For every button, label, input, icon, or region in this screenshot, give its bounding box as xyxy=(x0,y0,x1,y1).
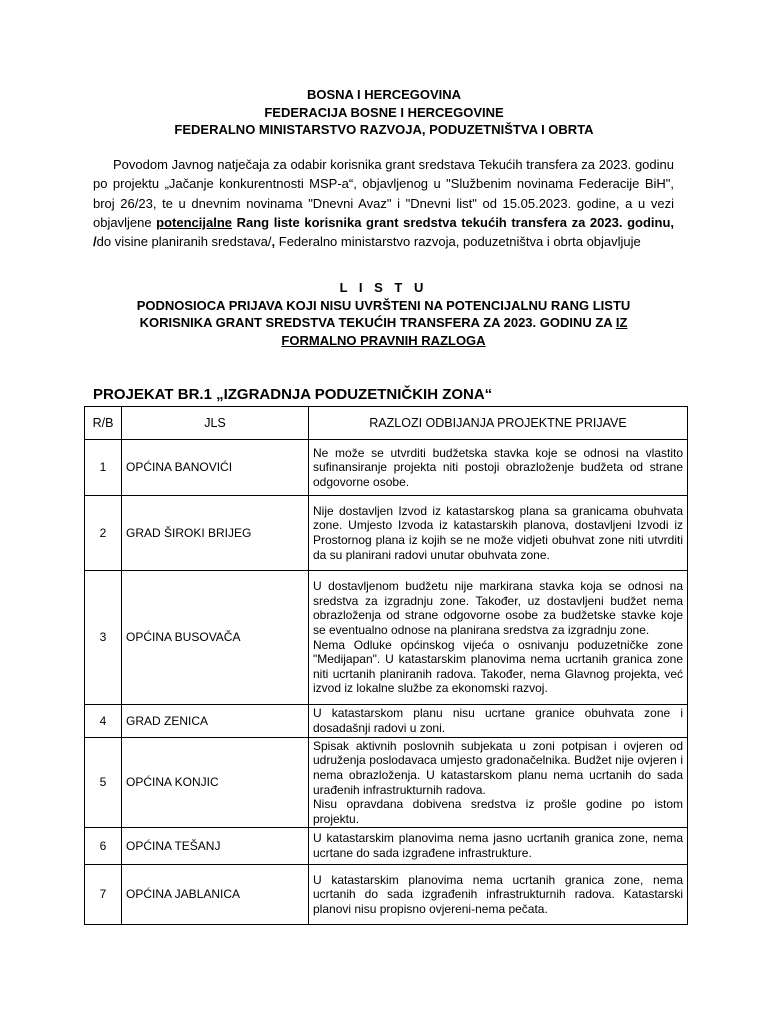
reason-text: U katastarskim planovima nema ucrtanih granica zone, nema ucrtanih do sada izgrađenih infrastrukturnih radova. Katastarski planovi nisu propisno ovjereni-nema pečata. xyxy=(313,872,683,916)
list-title-line-3: FORMALNO PRAVNIH RAZLOGA xyxy=(281,332,486,348)
table-row xyxy=(85,440,688,496)
list-title-line-2 xyxy=(93,314,674,332)
table-row xyxy=(85,496,688,571)
row-reason xyxy=(309,865,688,925)
row-number: 5 xyxy=(85,738,122,828)
row-number: 3 xyxy=(85,571,122,705)
row-number: 6 xyxy=(85,828,122,865)
header-line-federation: FEDERACIJA BOSNE I HERCEGOVINE xyxy=(264,104,504,120)
row-reason xyxy=(309,571,688,705)
document-header xyxy=(0,86,768,139)
row-municipality: OPĆINA KONJIC xyxy=(122,738,309,828)
row-number: 2 xyxy=(85,496,122,571)
reason-text: U katastarskim planovima nema jasno ucrtanih granica zone, nema ucrtane do sada izgrađene infrastrukture. xyxy=(313,831,683,860)
table-row xyxy=(85,865,688,925)
table-row xyxy=(85,571,688,705)
list-title-word: L I S T U xyxy=(339,280,428,295)
list-title-line-2-underlined: IZ xyxy=(615,315,628,330)
row-number: 7 xyxy=(85,865,122,925)
column-header-rb: R/B xyxy=(85,407,122,440)
row-reason xyxy=(309,738,688,828)
table-header-row xyxy=(85,407,688,440)
list-title xyxy=(93,279,674,349)
intro-paragraph xyxy=(93,155,674,251)
table-row xyxy=(85,705,688,738)
list-title-line-2-text: KORISNIKA GRANT SREDSTVA TEKUĆIH TRANSFERA ZA 2023. GODINU ZA xyxy=(139,315,616,330)
table-row xyxy=(85,738,688,828)
intro-text-2: do visine planiranih sredstava/ xyxy=(96,234,272,250)
project-title: PROJEKAT BR.1 „IZGRADNJA PODUZETNIČKIH ZONA“ xyxy=(93,386,493,403)
row-reason xyxy=(309,496,688,571)
reason-text-2: Nisu opravdana dobivena sredstva iz prošle godine po istom projektu. xyxy=(313,797,683,826)
reason-text: U dostavljenom budžetu nije markirana stavka koja se odnosi na sredstva za izgradnju zone. Također, uz dostavljeni budžet nema obrazloženja od strane odgovorne osobe za budžetske stavke koje se eventualno odnose na planirana sredstva za izgradnju zone. xyxy=(313,579,683,637)
table-row xyxy=(85,828,688,865)
reason-text: U katastarskom planu nisu ucrtane granice obuhvata zone i dosadašnji radovi u zoni. xyxy=(313,706,683,735)
header-line-ministry: FEDERALNO MINISTARSTVO RAZVOJA, PODUZETNIŠTVA I OBRTA xyxy=(174,122,594,137)
list-title-line-1: PODNOSIOCA PRIJAVA KOJI NISU UVRŠTENI NA POTENCIJALNU RANG LISTU xyxy=(136,297,631,313)
row-municipality: OPĆINA JABLANICA xyxy=(122,865,309,925)
reason-text: Ne može se utvrditi budžetska stavka koje se odnosi na vlastito sufinansiranje projekta niti postoji obrazloženje budžeta od strane odgovorne osobe. xyxy=(313,445,683,489)
row-municipality: OPĆINA TEŠANJ xyxy=(122,828,309,865)
intro-bold-underline: potencijalne xyxy=(156,214,233,230)
row-municipality: OPĆINA BANOVIĆI xyxy=(122,440,309,496)
row-number: 1 xyxy=(85,440,122,496)
row-reason xyxy=(309,440,688,496)
row-municipality: GRAD ŠIROKI BRIJEG xyxy=(122,496,309,571)
row-municipality: GRAD ZENICA xyxy=(122,705,309,738)
reason-text: Spisak aktivnih poslovnih subjekata u zoni potpisan i ovjeren od udruženja poslodavaca umjesto gradonačelnika. Budžet nije ovjeren i nema obrazloženja. U katastarskom planu nema ucrtanih do sada urađenih infrastrukturnih radova. xyxy=(313,738,683,797)
intro-text-3: Federalno ministarstvo razvoja, poduzetništva i obrta objavljuje xyxy=(275,234,641,250)
column-header-jls: JLS xyxy=(122,407,309,440)
reason-text: Nije dostavljen Izvod iz katastarskog plana sa granicama obuhvata zone. Umjesto Izvoda iz katastarskih planova, dostavljeni Izvodi iz Prostornog plana iz kojih se ne može vidjeti obuhvat zone niti utvrditi da su planirani radovi unutar obuhvata zone. xyxy=(313,503,683,562)
intro-bold-comma: , xyxy=(271,234,276,250)
rejected-applicants-table xyxy=(84,406,688,925)
column-header-reasons: RAZLOZI ODBIJANJA PROJEKTNE PRIJAVE xyxy=(309,407,688,440)
row-reason xyxy=(309,705,688,738)
row-municipality: OPĆINA BUSOVAČA xyxy=(122,571,309,705)
header-line-country: BOSNA I HERCEGOVINA xyxy=(306,87,462,102)
row-number: 4 xyxy=(85,705,122,738)
intro-bold: Rang liste korisnika grant sredstva tekućih transfera za 2023. godinu, / xyxy=(93,214,674,250)
intro-text-1: Povodom Javnog natječaja za odabir korisnika grant sredstava Tekućih transfera za 2023. godinu po projektu „Jačanje konkurentnosti MSP-a“, objavljenog u "Službenim novinama Federacije BiH", broj 26/23, te u dnevnim novinama "Dnevni Avaz" i "Dnevni list" od 15.05.2023. godine, a u vezi objavljene xyxy=(93,157,674,230)
row-reason xyxy=(309,828,688,865)
reason-text-2: Nema Odluke općinskog vijeća o osnivanju poduzetničke zone "Medijapan". U katastarskim planovima nema ucrtanih granica zone niti ucrtanih planiranih radova. Također, nema Glavnog projekta, već izvod iz lokalne službe za ekonomski razvoj. xyxy=(313,637,683,696)
